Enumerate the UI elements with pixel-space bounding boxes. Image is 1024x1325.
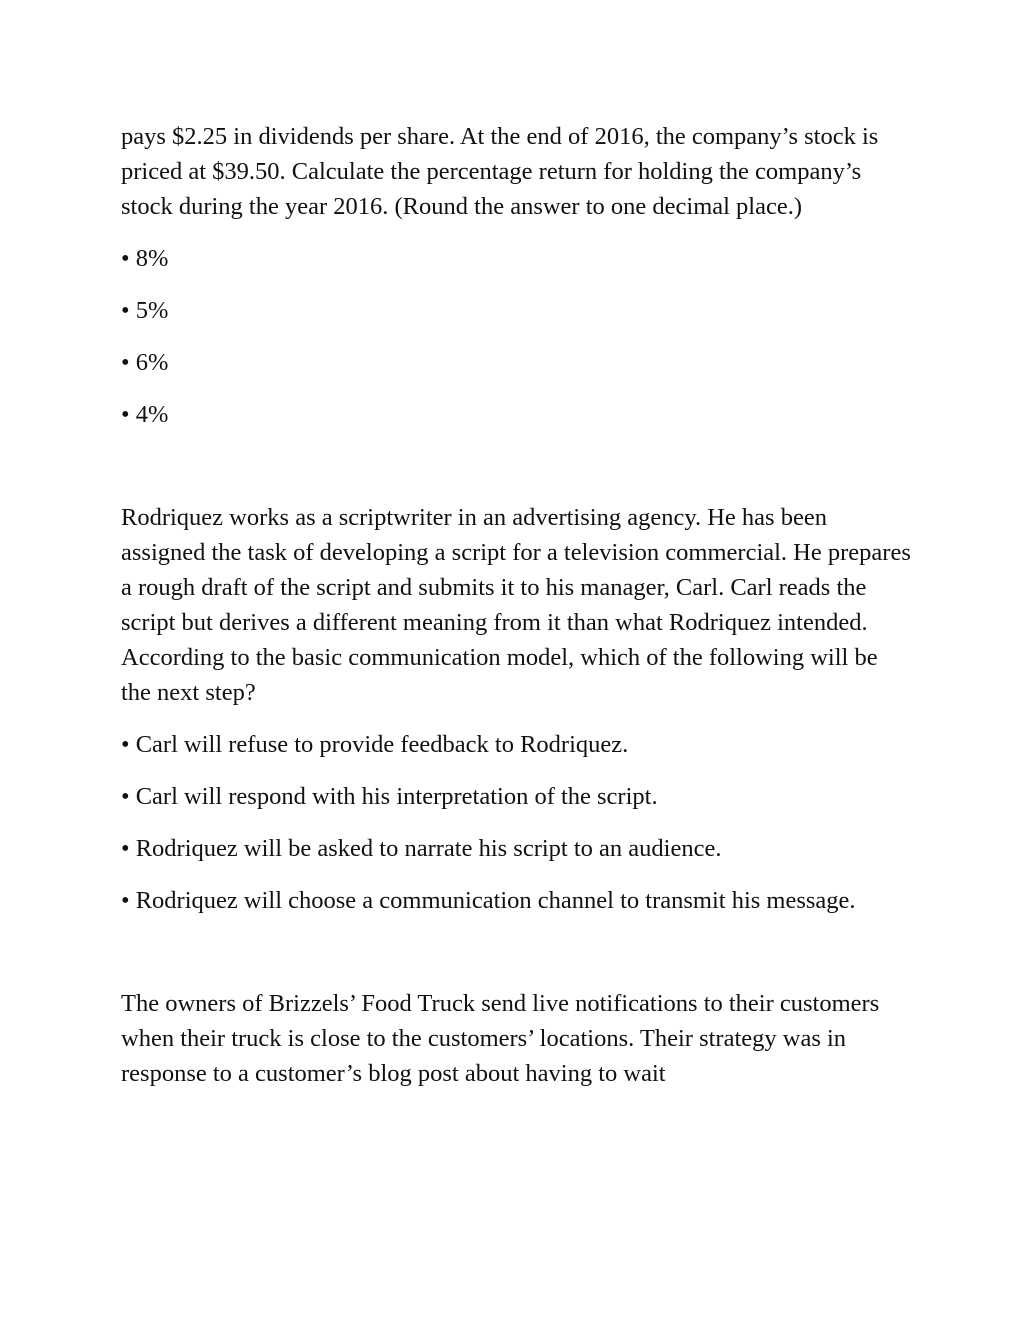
document-page bbox=[121, 119, 911, 1108]
answer-option: • Rodriquez will be asked to narrate his script to an audience. bbox=[121, 835, 722, 862]
answer-option: • Rodriquez will choose a communication channel to transmit his message. bbox=[121, 887, 856, 914]
question-text: pays $2.25 in dividends per share. At the end of 2016, the company’s stock is priced at $39.50. Calculate the percentage return for holding the company’s stock during the year 2016. (Round the answer to one decimal place.) bbox=[121, 123, 879, 220]
answer-option: • 6% bbox=[121, 349, 169, 376]
question-block-3 bbox=[121, 986, 911, 1091]
answer-option: • 4% bbox=[121, 401, 169, 428]
answer-option: • 5% bbox=[121, 297, 169, 324]
answer-option: • 8% bbox=[121, 245, 169, 272]
answer-option: • Carl will refuse to provide feedback to Rodriquez. bbox=[121, 731, 629, 758]
block-spacer bbox=[121, 449, 911, 500]
block-spacer bbox=[121, 935, 911, 986]
question-block-1 bbox=[121, 119, 911, 432]
question-block-2 bbox=[121, 500, 911, 918]
question-text: The owners of Brizzels’ Food Truck send live notifications to their customers when their truck is close to the customers’ locations. Their strategy was in response to a customer’s blog post about having to wait bbox=[121, 990, 880, 1087]
answer-option: • Carl will respond with his interpretation of the script. bbox=[121, 783, 658, 810]
question-text: Rodriquez works as a scriptwriter in an advertising agency. He has been assigned the task of developing a script for a television commercial. He prepares a rough draft of the script and submits it to his manager, Carl. Carl reads the script but derives a different meaning from it than what Rodriquez intended. According to the basic communication model, which of the following will be the next step? bbox=[121, 504, 911, 706]
